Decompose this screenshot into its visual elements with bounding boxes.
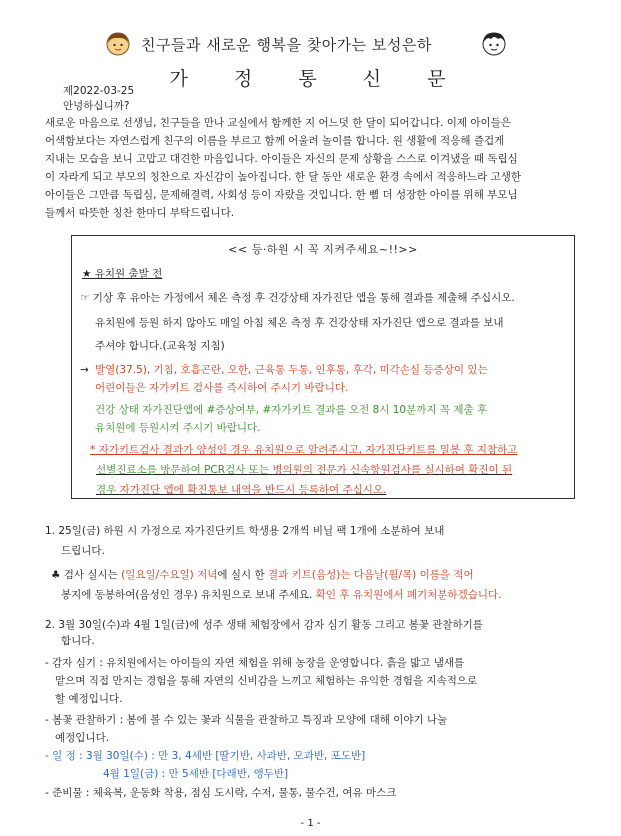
item2-flower: 예정입니다. [55, 732, 110, 744]
item2-line: 2. 3월 30일(수)과 4월 1일(금)에 성주 생태 체험장에서 감자 심기 활동 그리고 봄꽃 관찰하기를 [45, 619, 483, 631]
item2-supplies: - 준비물 : 체육복, 운동화 착용, 점심 도시락, 수저, 물통, 물수건, 여유 마스크 [45, 787, 397, 799]
intro-line: 아이들은 그만큼 독립심, 문제해결력, 사회성 등이 자랐을 것입니다. 한 뼘 더 성장한 아이를 위해 부모님 [45, 189, 518, 201]
intro-line: 새로운 마음으로 선생님, 친구들을 만나 교실에서 함께한 지 어느덧 한 달이 되어갑니다. 이제 아이들은 [45, 117, 511, 129]
item1-note [61, 588, 501, 603]
warning-line [96, 483, 386, 498]
warning-part: 선별진료소를 방문하여 PCR검사 또는 [96, 464, 273, 476]
note-part: 봉지에 동봉하여(음성인 경우) 유치원으로 보내 주세요. [61, 589, 316, 601]
green-instruction: 건강 상태 자가진단앱에 #증상여부, #자가키트 결과를 오전 8시 10분까지 꼭 제출 후 [95, 404, 488, 416]
item2-schedule: 4월 1일(금) : 만 5세반 [다래반, 앵두반] [103, 768, 289, 780]
notice-step1-cont: 유치원에 등원 하지 않아도 매일 아침 체온 측정 후 건강상태 자가진단 앱으로 결과를 보내 [95, 317, 504, 329]
intro-line: 지내는 모습을 보니 고맙고 대견한 마음입니다. 아이들은 자신의 문제 상황을 스스로 이겨냈을 때 독립심 [45, 153, 518, 165]
note-part: (일요일/수요일) 저녁 [121, 569, 218, 581]
arrow-icon: → [80, 364, 89, 376]
green-instruction: 유치원에 등원시켜 주시기 바랍니다. [95, 422, 261, 434]
note-part: 결과 키트(음성)는 다음날(월/목) 이름을 적어 [267, 569, 474, 581]
intro-line: 이 자라게 되고 부모의 칭찬으로 자신감이 높아집니다. 한 달 동안 새로운 환경 속에서 적응하느라 고생한 [45, 171, 522, 183]
banner-text: 친구들과 새로운 행복을 찾아가는 보성은하 [141, 36, 432, 54]
warning-part: 경우 [96, 484, 120, 496]
note-part: 에 실시 한 [217, 569, 268, 581]
item2-potato: - 감자 심기 : 유치원에서는 아이들의 자연 체험을 위해 농장을 운영합니다. 흙을 밟고 냄새를 [45, 657, 465, 669]
warning-line: * 자가키트검사 결과가 양성인 경우 유치원으로 알려주시고, 자가진단키트를 밀봉 후 지참하고 [90, 444, 518, 456]
item2-potato: 맡으며 직접 만지는 경험을 통해 자연의 신비감을 느끼고 체험하는 유익한 경험을 지속적으로 [55, 675, 478, 687]
notice-step1: ☞ 기상 후 유아는 가정에서 체온 측정 후 건강상태 자가진단 앱을 통해 결과를 제출해 주십시오. [80, 292, 515, 304]
item1-line: 1. 25일(금) 하원 시 가정으로 자가진단키트 학생용 2개씩 비닐 팩 1개에 소분하여 보내 [45, 525, 445, 537]
warning-part: 자가진단 앱에 확진통보 내역을 반드시 등록하여 주십시오. [119, 484, 387, 496]
intro-line: 어색함보다는 자연스럽게 친구의 이름을 부르고 함께 어울려 놀이를 합니다. 원 생활에 적응해 즐겁게 [45, 135, 505, 147]
symptoms-line: 어린이들은 자가키트 검사를 즉시하여 주시기 바랍니다. [95, 382, 349, 394]
notice-step1-cont: 주셔야 합니다.(교육청 지침) [95, 340, 225, 352]
item1-line: 드립니다. [61, 545, 105, 557]
document-title: 가 정 통 신 문 [169, 68, 466, 90]
symptoms-line: 발열(37.5), 기침, 호흡곤란, 오한, 근육통 두통, 인후통, 후각, 미각손실 등증상이 있는 [95, 364, 488, 376]
item2-line: 합니다. [61, 635, 95, 647]
document-number: 제2022-03-25 [63, 85, 135, 97]
notice-section-heading: ★ 유치원 출발 전 [82, 268, 163, 280]
page-number: - 1 - [300, 818, 321, 829]
note-part: ♣ 검사 실시는 [51, 569, 122, 581]
intro-line: 들께서 따뜻한 칭찬 한마디 부탁드립니다. [45, 207, 235, 219]
item2-potato: 할 예정입니다. [55, 693, 123, 705]
header-banner [105, 30, 525, 60]
item1-note [51, 568, 474, 583]
notice-box-title: << 등·하원 시 꼭 지켜주세요~!!>> [228, 243, 418, 256]
item2-schedule: - 일 정 : 3월 30일(수) : 만 3, 4세반 [딸기반, 사과반, 모과반, 포도반] [45, 750, 366, 762]
boy-face-icon [481, 30, 507, 56]
warning-line [96, 463, 512, 478]
item2-flower: - 봄꽃 관찰하기 : 봄에 볼 수 있는 꽃과 식물을 관찰하고 특징과 모양에 대해 이야기 나눌 [45, 714, 448, 726]
greeting: 안녕하십니까? [63, 100, 130, 112]
note-part: 확인 후 유치원에서 폐기처분하겠습니다. [315, 589, 502, 601]
girl-face-icon [105, 30, 131, 56]
warning-part: 병의원의 전문가 신속항원검사를 실시하여 확진이 된 [272, 464, 513, 476]
